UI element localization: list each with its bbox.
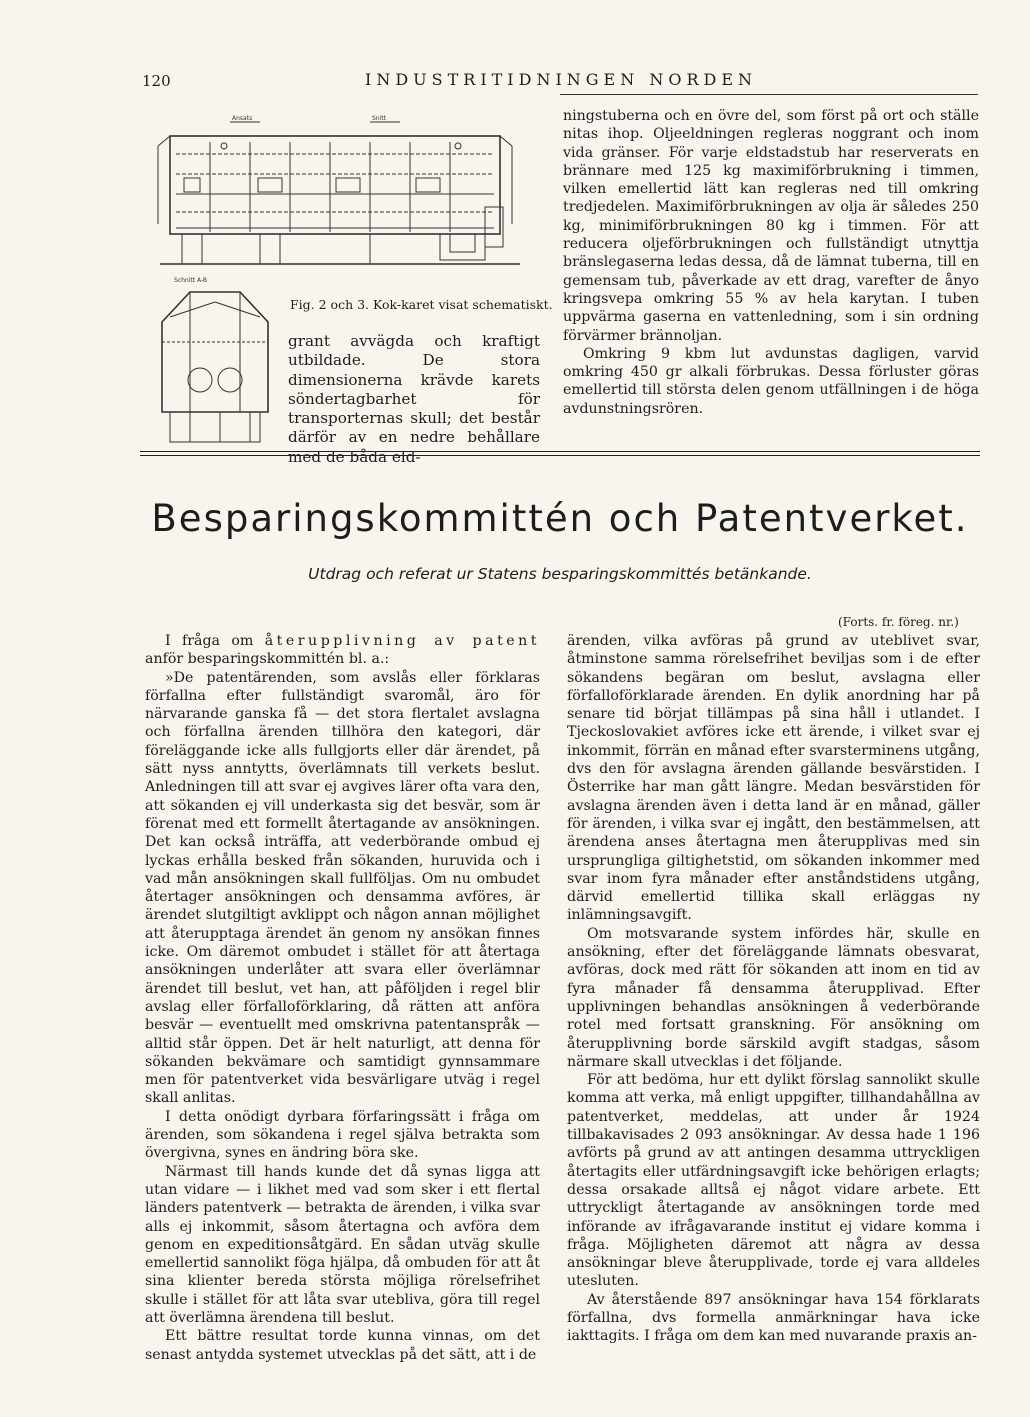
article-subtitle: Utdrag och referat ur Statens besparingskommittés betänkande. (308, 565, 812, 583)
cross-section-outline (162, 292, 268, 412)
paragraph: Närmast till hands kunde det då synas ligga att utan vidare — i likhet med vad som sker i ett flertal länders patentverk — betrakta de ärenden, i vilka svar alls ej inkommit, såsom återtagna och avföra dem genom en expeditionsåtgärd. En sådan utväg skulle emellertid sannolikt föga hjälpa, då ombuden för att åt sina klienter bereda största möjliga rörelsefrihet skulle i stället för att låta svar utebliva, göra till regel att överlämna ärendena till beslut. (145, 1163, 540, 1326)
label-top-right: Snitt (372, 115, 386, 122)
paragraph: ärenden, vilka avföras på grund av uteblivet svar, åtminstone samma rörelsefrihet beviljas som i de efter sökandens begäran om beslut, avslagna eller förfalloförklarade ärenden. En dylik anordning har på senare tid börjat tillämpas på sina håll i utlandet. I Tjeckoslovakiet avföres icke ett ärende, i vilket svar ej inkommit, förrän en månad efter svarsterminens utgång, dvs den för avslagna ärenden gällande besvärstiden. I Österrike har man gått längre. Medan besvärstiden för avslagna ärenden även i detta land är en månad, gäller för ärenden, i vilka svar ej ingått, den bestämmelsen, att ärendena anses återtagna men återupplivas med sin ursprungliga giltighetstid, om sökanden inkommer med svar inom fyra månader efter anståndstidens utgång, därvid emellertid tillika skall erläggas ny inlämningsavgift. (567, 633, 980, 924)
figure-caption: Fig. 2 och 3. Kok-karet visat schematiskt. (290, 297, 553, 312)
intro-spaced-heading: återupplivning av patent (264, 633, 541, 649)
continuation-note: (Forts. fr. föreg. nr.) (838, 615, 959, 629)
paragraph: För att bedöma, hur ett dylikt förslag sannolikt skulle komma att verka, må enligt uppgifter, tillhandahållna av patentverket, meddelas, att under år 1924 tillbakavisades 2 093 ansökningar. Av dessa hade 1 196 avförts på grund av att antingen desamma uttryckligen återtagits eller utfärdningsavgift icke behörigen erlagts; dessa orsakade alltså ej något vidare arbete. Ett uttryckligt återtagande av ansökningen torde med införande av ifrågavarande institut ej vidare komma i fråga. Möjligheten däremot att några av dessa ansökningar bleve återupplivade, torde ej vara alldeles utesluten. (567, 1072, 980, 1290)
paragraph: Omkring 9 kbm lut avdunstas dagligen, varvid omkring 450 gr alkali förbrukas. Dessa förluster göras emellertid till största delen genom utfällningen i de höga avdunstningsrören. (563, 345, 979, 417)
running-title: INDUSTRITIDNINGEN NORDEN (365, 70, 757, 89)
intro-rest: anför besparingskommittén bl. a.: (145, 651, 390, 668)
article-right-column (567, 632, 980, 1346)
paragraph: Av återstående 897 ansökningar hava 154 förklarats förfallna, dvs formella anmärkningar hava icke iakttagits. I fråga om dem kan med nuvarande praxis an- (567, 1291, 980, 1345)
upper-right-column (563, 107, 979, 418)
paragraph: »De patentärenden, som avslås eller förklaras förfallna efter fullständigt svaromål, äro för närvarande ganska få — det stora flertalet avslagna och förfallna ärenden tillhöra den kategori, där föreläggande icke alls fullgjorts eller där ärendet, på sätt nyss anntytts, överlämnats till verkets beslut. Anledningen till att svar ej avgives lärer ofta vara den, att sökanden ej vill underkasta sig det besvär, som är förenat med ett formellt återtagande av ansökningen. Det kan också inträffa, att vederbörande ombud ej lyckas erhålla besked från sökanden, huruvida och i vad mån ansökningen skall fullföljas. Om nu ombudet återtager ansökningen och densamma avföres, är ärendet slutgiltigt avklippt och någon annan möjlighet att återupptaga ärendet än genom ny ansökan finnes icke. Om däremot ombudet i stället för att återtaga ansökningen underlåter att svara eller överlämnar ärendet till beslut, vet han, att påföljden i regel blir avslag eller förfalloförklaring, då rätten att anföra besvär — eventuellt med omskrivna patentanspråk — alltid står öppen. Det är helt naturligt, att denna för sökanden bekvämare och samtidigt gynnsammare men för patentverket vida besvärligare utväg i regel skall anlitas. (145, 669, 540, 1107)
paragraph: Om motsvarande system infördes här, skulle en ansökning, efter det föreläggande lämnats obesvarat, avföras, dock med rätt för sökanden att inom en tid av fyra månader få densamma återupplivad. Efter upplivningen behandlas ansökningen å vederbörande rotel med fortsatt granskning. För ansökning om återupplivning borde särskild avgift stadgas, såsom närmare skall utvecklas i det följande. (567, 925, 980, 1070)
article-title: Besparingskommittén och Patentverket. (151, 497, 969, 540)
paragraph: Ett bättre resultat torde kunna vinnas, om det senast antydda systemet utvecklas på det sätt, att i de (145, 1328, 540, 1363)
intro-prefix: I fråga om (165, 633, 254, 649)
header-rule (560, 94, 978, 95)
label-section: Schnitt A-B (174, 277, 208, 284)
intro-paragraph (145, 632, 540, 669)
section-divider (140, 451, 980, 456)
paragraph: ningstuberna och en övre del, som först på ort och ställe nitas ihop. Oljeeldningen regleras noggrant och inom vida gränser. För varje eldstadstub har reserverats en brännare med 125 kg maximiförbrukning i timmen, vilken emellertid lätt kan regleras ned till omkring tredjedelen. Maximiförbrukningen av olja är således 250 kg, minimiförbrukningen 80 kg i timmen. För att reducera oljeförbrukningen och fullständigt utnyttja bränslegaserna ledas dessa, då de lämnat tuberna, till en gemensam tub, påverkade av ett drag, varefter de ånyo kringsvepa omkring 55 % av hela karytan. I tuben uppvärma gaserna en vattenledning, som i sin ordning förvärmer brännoljan. (563, 108, 979, 344)
article-left-column (145, 632, 540, 1364)
upper-left-text: grant avvägda och kraftigt utbildade. De stora dimensionerna krävde karets söndertagbarhet för transporternas skull; det består därför av en nedre behållare med de båda eld- (288, 332, 540, 466)
page-number: 120 (142, 72, 171, 90)
label-top-left: Ansats (232, 115, 253, 122)
paragraph: I detta onödigt dyrbara förfaringssätt i fråga om ärenden, som sökandena i regel själva betrakta som övergivna, synes en ändring böra ske. (145, 1108, 540, 1162)
